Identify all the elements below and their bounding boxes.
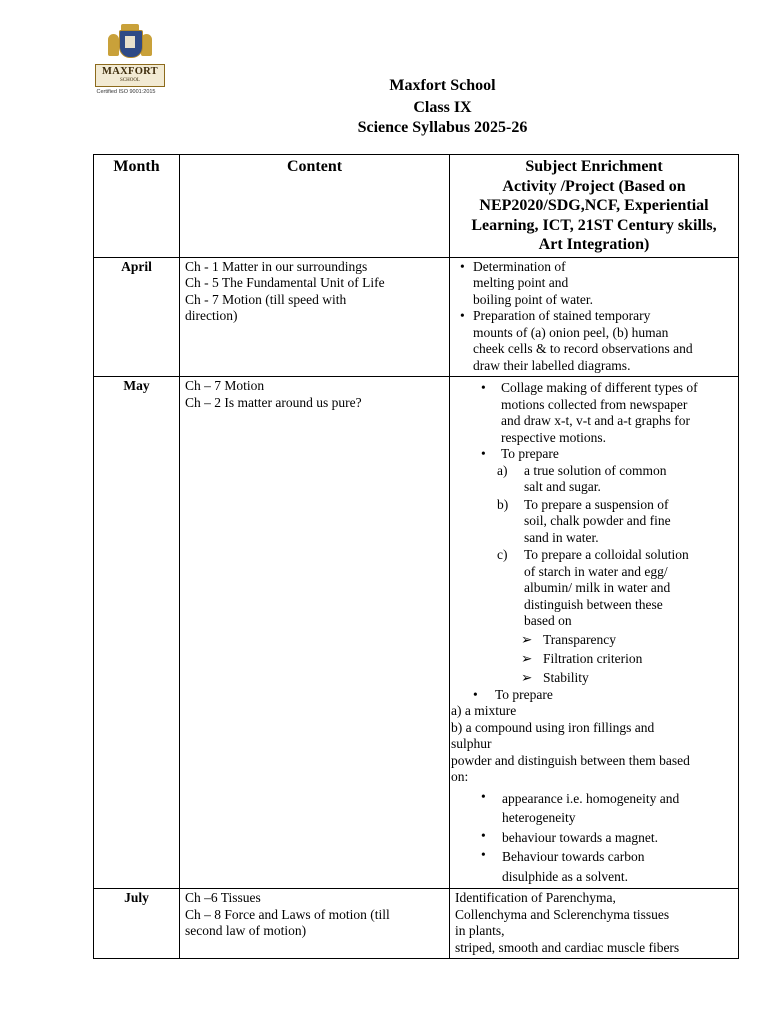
table-row-may — [94, 377, 739, 889]
activity-line: a true solution of common — [524, 462, 667, 478]
sub-item-b — [455, 497, 733, 547]
content-april — [180, 257, 450, 377]
activity-line: based on — [524, 613, 572, 628]
class-name: Class IX — [413, 99, 472, 116]
logo-name: MAXFORT — [102, 66, 158, 77]
content-may — [180, 377, 450, 889]
activity-line: • behaviour towards a magnet. — [502, 829, 658, 845]
mixture-line: sulphur — [451, 736, 492, 751]
activity-item — [455, 446, 733, 463]
activity-line: To prepare a colloidal solution — [524, 547, 689, 562]
chapter-item: Ch – 8 Force and Laws of motion (till — [185, 906, 390, 922]
chapter-item: Ch - 1 Matter in our surroundings — [185, 258, 368, 274]
basis-item — [455, 789, 733, 828]
header-enrichment-line: NEP2020/SDG,NCF, Experiential — [479, 197, 709, 214]
header-enrichment-line: Art Integration) — [538, 236, 650, 253]
activity-item — [455, 380, 733, 446]
table-header-row — [94, 155, 739, 258]
activity-line: Collenchyma and Sclerenchyma tissues — [455, 906, 670, 922]
header-enrichment — [450, 155, 739, 258]
activity-april — [450, 257, 739, 377]
school-name: Maxfort School — [389, 77, 496, 94]
chapter-item: Ch - 5 The Fundamental Unit of Life — [185, 275, 385, 290]
criterion-text: Filtration criterion — [543, 650, 643, 666]
logo-sub: SCHOOL — [119, 78, 140, 83]
table-row-july — [94, 889, 739, 959]
chapter-item: second law of motion) — [185, 923, 307, 938]
criterion-item — [455, 668, 733, 687]
mixture-line: a) a mixture — [451, 703, 517, 718]
header-enrichment-line: Subject Enrichment — [525, 158, 663, 175]
iso-certification: Certified ISO 9001:2015 — [96, 89, 156, 95]
activity-line: • Collage making of different types of — [501, 380, 698, 395]
activity-line: distinguish between these — [524, 596, 663, 612]
activity-line: mounts of (a) onion peel, (b) human — [473, 324, 669, 340]
sub-marker: b) — [497, 496, 509, 512]
criterion-item — [455, 630, 733, 649]
mixture-line: b) a compound using iron fillings and — [451, 719, 655, 735]
syllabus-title: Science Syllabus 2025-26 — [357, 119, 528, 136]
header-enrichment-line: Learning, ICT, 21ST Century skills, — [471, 216, 717, 234]
activity-line: and draw x-t, v-t and a-t graphs for — [501, 413, 690, 428]
activity-line: albumin/ milk in water and — [524, 580, 671, 595]
header-content: Content — [180, 155, 450, 258]
month-may: May — [94, 377, 180, 889]
sub-item-a — [455, 463, 733, 496]
activity-line: melting point and — [473, 275, 569, 290]
activity-item — [455, 308, 733, 374]
activity-line: • appearance i.e. homogeneity and — [502, 790, 680, 806]
activity-line: To prepare a suspension of — [524, 496, 669, 512]
month-july: July — [94, 889, 180, 959]
activity-line: • To prepare — [501, 446, 559, 461]
header-enrichment-line: Activity /Project (Based on — [502, 177, 686, 195]
content-july — [180, 889, 450, 959]
mixture-line: on: — [451, 769, 469, 784]
activity-line: motions collected from newspaper — [501, 396, 688, 412]
activity-line: draw their labelled diagrams. — [473, 357, 631, 373]
activity-may — [450, 377, 739, 889]
chapter-item: Ch –6 Tissues — [185, 890, 261, 905]
activity-item — [455, 687, 733, 704]
chapter-item: Ch – 2 Is matter around us pure? — [185, 394, 362, 410]
month-april: April — [94, 257, 180, 377]
activity-line: Identification of Parenchyma, — [455, 890, 616, 905]
crest-icon — [107, 24, 153, 62]
syllabus-table — [93, 154, 739, 959]
activity-july — [450, 889, 739, 959]
activity-line: • To prepare — [495, 686, 553, 702]
header-month: Month — [94, 155, 180, 258]
activity-line: boiling point of water. — [473, 291, 593, 307]
activity-line: disulphide as a solvent. — [502, 868, 628, 884]
basis-item — [455, 847, 733, 886]
chapter-item: Ch – 7 Motion — [185, 378, 265, 393]
criterion-text: Stability — [543, 669, 589, 685]
sub-marker: c) — [497, 547, 508, 562]
arrow-bullet-icon: ➢ — [521, 631, 533, 647]
activity-line: cheek cells & to record observations and — [473, 341, 693, 356]
activity-line: in plants, — [455, 923, 505, 938]
activity-line: sand in water. — [524, 529, 599, 545]
activity-line: heterogeneity — [502, 810, 576, 825]
criterion-item — [455, 649, 733, 668]
activity-line: • Preparation of stained temporary — [473, 308, 651, 323]
basis-item — [455, 828, 733, 848]
activity-line: of starch in water and egg/ — [524, 563, 668, 579]
mixture-line: powder and distinguish between them based — [451, 752, 690, 768]
arrow-bullet-icon: ➢ — [521, 650, 533, 666]
chapter-item: direction) — [185, 308, 238, 323]
sub-item-c — [455, 547, 733, 630]
arrow-bullet-icon: ➢ — [521, 669, 533, 685]
criterion-text: Transparency — [543, 631, 616, 647]
table-row-april — [94, 257, 739, 377]
activity-item — [455, 259, 733, 309]
sub-marker: a) — [497, 462, 508, 478]
activity-line: • Behaviour towards carbon — [502, 849, 645, 864]
activity-line: soil, chalk powder and fine — [524, 513, 671, 528]
activity-line: salt and sugar. — [524, 479, 601, 494]
activity-line: • Determination of — [473, 258, 566, 274]
activity-line: respective motions. — [501, 429, 606, 445]
activity-line: striped, smooth and cardiac muscle fibers — [455, 939, 680, 955]
chapter-item: Ch - 7 Motion (till speed with — [185, 291, 347, 307]
